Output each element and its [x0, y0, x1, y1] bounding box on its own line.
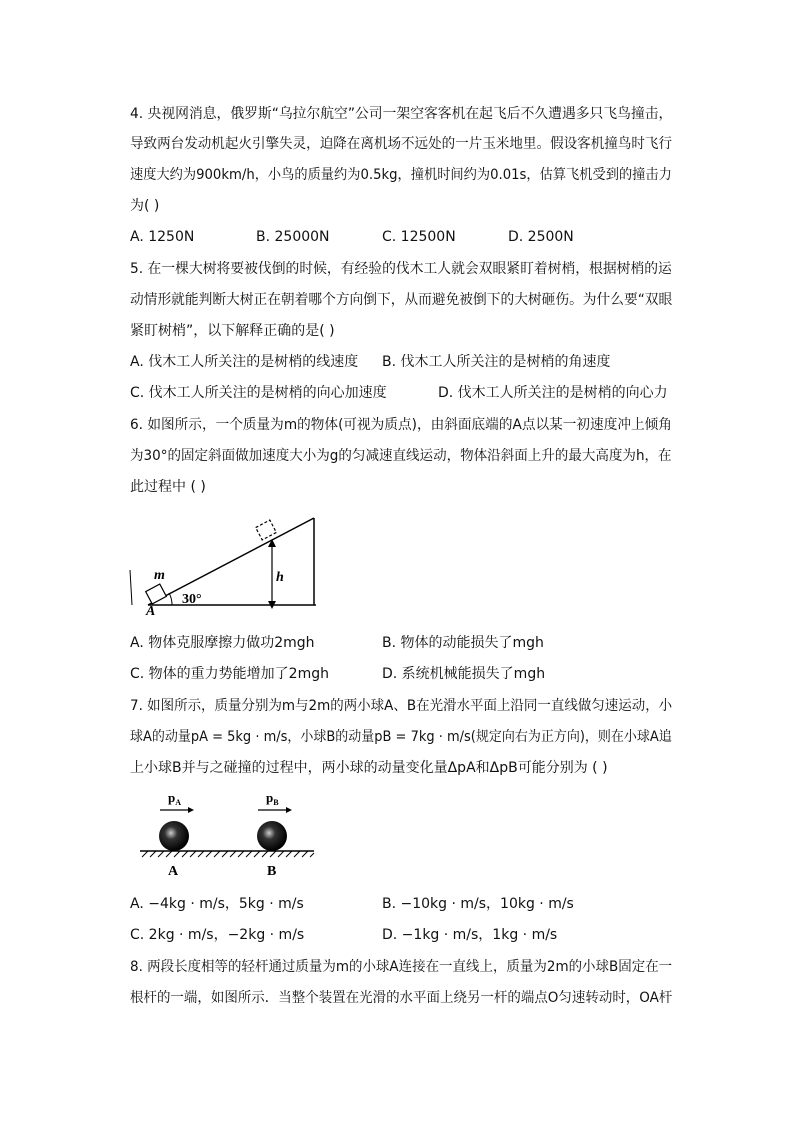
q4-option-a: A. 1250N	[130, 229, 195, 245]
q6-option-b: B. 物体的动能损失了mgh	[382, 635, 544, 651]
ball-b-label: B	[267, 864, 277, 878]
arrow-pA-head	[188, 807, 194, 813]
q8-line-2: 根杆的一端，如图所示．当整个装置在光滑的水平面上绕另一杆的端点O匀速转动时，OA杆	[130, 990, 673, 1006]
q6-line-2: 为30°的固定斜面做加速度大小为g的匀减速直线运动，物体沿斜面上升的最大高度为h，在	[130, 448, 672, 464]
angle-arc	[169, 593, 172, 605]
label-pA: $p_A$	[168, 790, 182, 807]
q6-option-a: A. 物体克服摩擦力做功2mgh	[130, 635, 315, 651]
q7-option-c: C. 2kg · m/s，−2kg · m/s	[130, 927, 305, 943]
q4-line-2: 导致两台发动机起火引擎失灵，迫降在离机场不远处的一片玉米地里。假设客机撞鸟时飞行	[130, 136, 673, 152]
label-h: h	[276, 570, 284, 585]
height-arrow-head	[268, 539, 276, 547]
ground-line	[130, 570, 132, 605]
floor-hatch	[142, 851, 314, 857]
q8-line-1: 8. 两段长度相等的轻杆通过质量为m的小球A连接在一直线上，质量为2m的小球B固定在一	[130, 959, 673, 975]
q6-line-3: 此过程中 ( )	[130, 479, 206, 495]
q6-option-d: D. 系统机械能损失了mgh	[382, 666, 546, 682]
q5-option-d: D. 伐木工人所关注的是树梢的向心力	[438, 385, 668, 401]
label-angle: 30°	[182, 592, 202, 607]
q4-option-d: D. 2500N	[508, 229, 574, 245]
incline-figure	[128, 515, 328, 615]
q4-line-4: 为( )	[130, 198, 160, 214]
arrow-pB-head	[286, 807, 292, 813]
q5-option-c: C. 伐木工人所关注的是树梢的向心加速度	[130, 385, 387, 401]
q7-line-1: 7. 如图所示，质量分别为m与2m的两小球A、B在光滑水平面上沿同一直线做匀速运动，小	[130, 698, 673, 714]
collision-figure	[136, 788, 326, 878]
q5-line-1: 5. 在一棵大树将要被伐倒的时候，有经验的伐木工人就会双眼紧盯着树梢，根据树梢的运	[130, 261, 672, 277]
q4-option-c: C. 12500N	[382, 229, 456, 245]
q5-line-3: 紧盯树梢”，以下解释正确的是( )	[130, 323, 335, 339]
incline-line	[148, 518, 314, 605]
q4-line-1: 4. 央视网消息，俄罗斯“乌拉尔航空”公司一架空客客机在起飞后不久遭遇多只飞鸟撞击，	[130, 106, 673, 122]
q7-option-d: D. −1kg · m/s，1kg · m/s	[382, 927, 558, 943]
label-pB: $p_B$	[266, 790, 279, 807]
ball-a	[159, 821, 189, 851]
q6-line-1: 6. 如图所示，一个质量为m的物体(可视为质点)，由斜面底端的A点以某一初速度冲上倾角	[130, 417, 672, 433]
label-m: m	[154, 568, 165, 583]
q5-line-2: 动情形就能判断大树正在朝着哪个方向倒下，从而避免被倒下的大树砸伤。为什么要“双眼	[130, 292, 673, 308]
block-dashed	[256, 520, 277, 540]
q4-option-b: B. 25000N	[256, 229, 330, 245]
q4-line-3: 速度大约为900km/h，小鸟的质量约为0.5kg，撞机时间约为0.01s，估算飞机受到的撞击力	[130, 167, 672, 183]
label-A: A	[146, 604, 156, 615]
q7-option-b: B. −10kg · m/s，10kg · m/s	[382, 896, 574, 912]
q5-option-a: A. 伐木工人所关注的是树梢的线速度	[130, 354, 359, 370]
q6-option-c: C. 物体的重力势能增加了2mgh	[130, 666, 329, 682]
block	[146, 584, 167, 604]
q7-option-a: A. −4kg · m/s，5kg · m/s	[130, 896, 304, 912]
ball-b	[257, 821, 287, 851]
q7-line-2: 球A的动量pA = 5kg · m/s，小球B的动量pB = 7kg · m/s(规定向右为正方向)，则在小球A追	[130, 729, 672, 745]
q7-line-3: 上小球B并与之碰撞的过程中，两小球的动量变化量ΔpA和ΔpB可能分别为 ( )	[130, 760, 608, 776]
ball-a-label: A	[168, 864, 179, 878]
q5-option-b: B. 伐木工人所关注的是树梢的角速度	[382, 354, 611, 370]
